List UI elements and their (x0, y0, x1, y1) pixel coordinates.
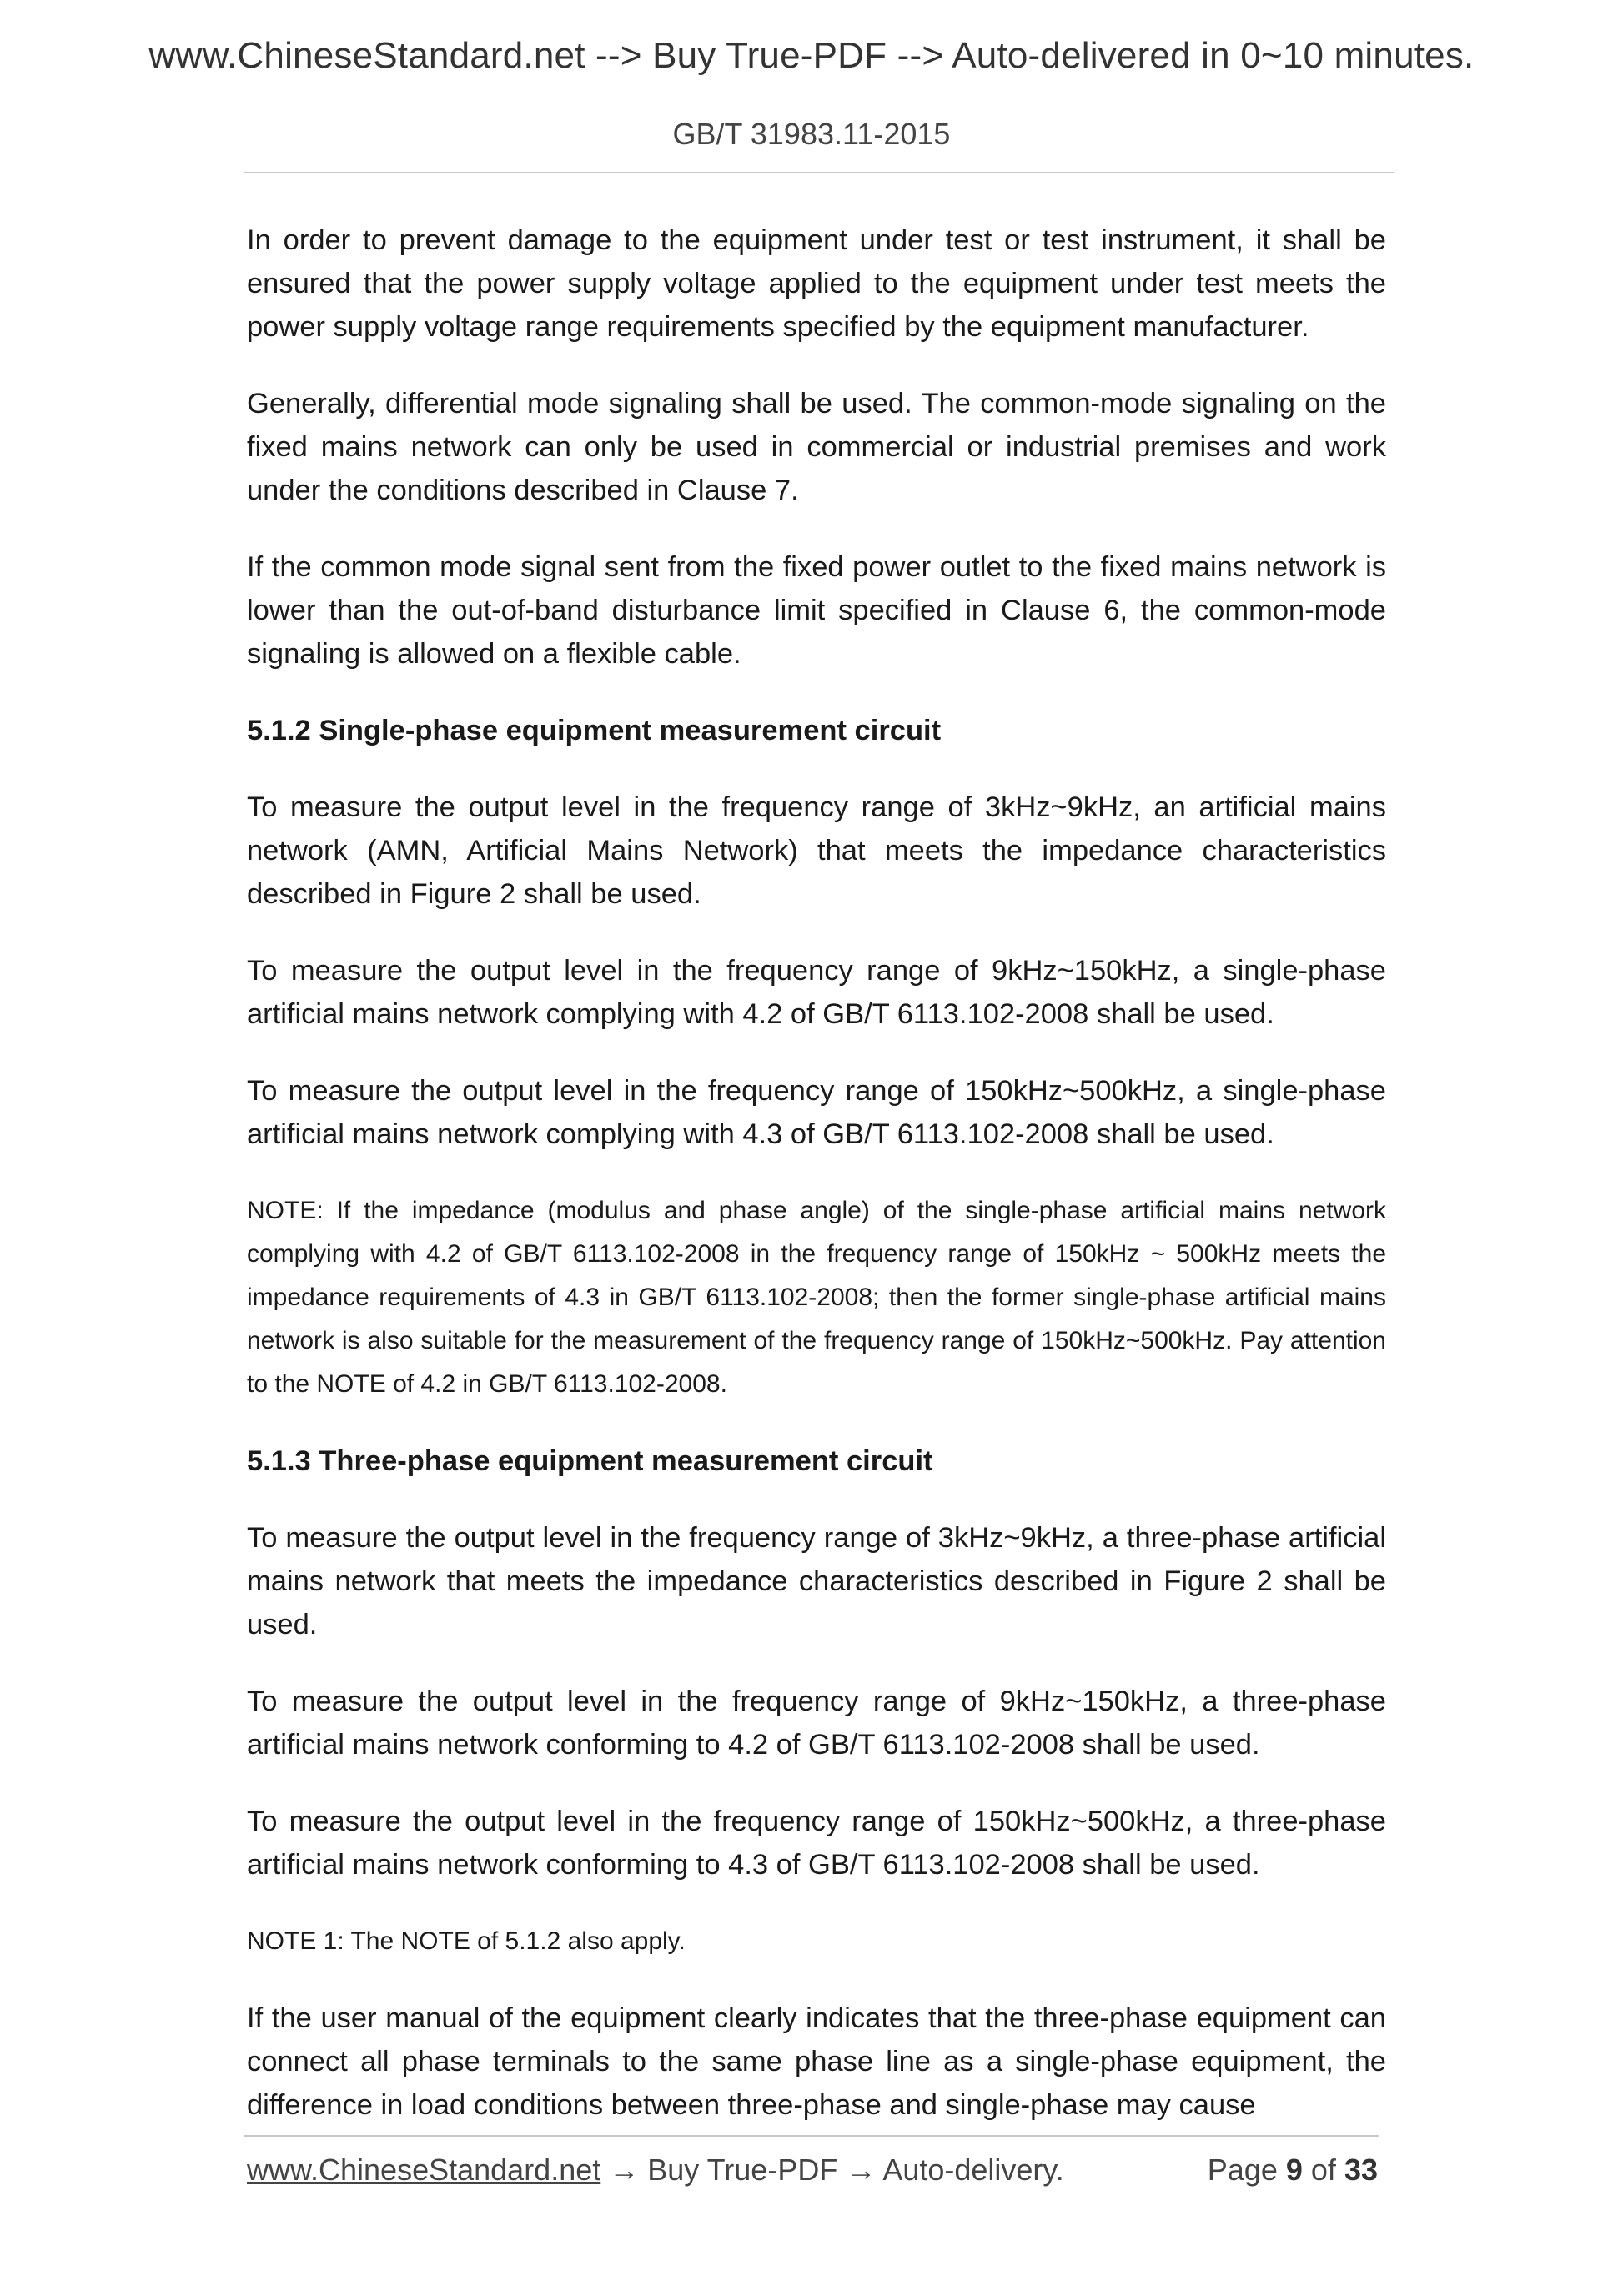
top-banner: www.ChineseStandard.net --> Buy True-PDF --> Auto-delivered in 0~10 minutes. (148, 35, 1475, 76)
note-1: NOTE 1: The NOTE of 5.1.2 also apply. (247, 1927, 686, 1955)
paragraph-three-phase-3-9khz: To measure the output level in the frequency range of 3kHz~9kHz, a three-phase artificial mains network that meets the impedance characteristics described in Figure 2 shall be used. (247, 1522, 1386, 1640)
footer-site-link[interactable]: www.ChineseStandard.net (247, 2153, 601, 2187)
section-heading-5-1-2: 5.1.2 Single-phase equipment measurement circuit (247, 715, 942, 746)
paragraph-user-manual: If the user manual of the equipment clearly indicates that the three-phase equipment can connect all phase terminals to the same phase line as a single-phase equipment, the difference in load conditions between three-phase and single-phase may cause (247, 2002, 1386, 2121)
paragraph-three-phase-150-500khz: To measure the output level in the frequency range of 150kHz~500kHz, a three-phase artificial mains network conforming to 4.3 of GB/T 6113.102-2008 shall be used. (247, 1806, 1386, 1881)
paragraph-single-phase-9-150khz: To measure the output level in the frequency range of 9kHz~150kHz, a single-phase artificial mains network complying with 4.2 of GB/T 6113.102-2008 shall be used. (247, 955, 1386, 1030)
of-word: of (1310, 2153, 1336, 2187)
section-heading-5-1-3: 5.1.3 Three-phase equipment measurement circuit (247, 1445, 933, 1477)
note-single-phase-impedance: NOTE: If the impedance (modulus and phase angle) of the single-phase artificial mains network complying with 4.2 of GB/T 6113.102-2008 in the frequency range of 150kHz ~ 500kHz meets the impedance requirements of 4.3 in GB/T 6113.102-2008; then the former single-phase artificial mains network is also suitable for the measurement of the frequency range of 150kHz~500kHz. Pay attention to the NOTE of 4.2 in GB/T 6113.102-2008. (247, 1197, 1386, 1398)
header-divider (244, 172, 1394, 173)
paragraph-amn-3-9khz: To measure the output level in the frequency range of 3kHz~9kHz, an artificial mains network (AMN, Artificial Mains Network) that meets the impedance characteristics described in Figure 2 shall be used. (247, 791, 1386, 910)
paragraph-differential-mode: Generally, differential mode signaling shall be used. The common-mode signaling on the fixed mains network can only be used in commercial or industrial premises and work under the conditions described in Clause 7. (247, 388, 1386, 506)
footer-tagline: → Buy True-PDF → Auto-delivery. (600, 2153, 1064, 2187)
standard-number-header: GB/T 31983.11-2015 (672, 117, 951, 151)
paragraph-three-phase-9-150khz: To measure the output level in the frequency range of 9kHz~150kHz, a three-phase artificial mains network conforming to 4.2 of GB/T 6113.102-2008 shall be used. (247, 1686, 1386, 1761)
page-footer (247, 2153, 1383, 2199)
page-total: 33 (1344, 2153, 1378, 2187)
paragraph-common-mode: If the common mode signal sent from the fixed power outlet to the fixed mains network is lower than the out-of-band disturbance limit specified in Clause 6, the common-mode signaling is allowed on a flexible cable. (247, 551, 1386, 670)
page-number: 9 (1285, 2153, 1303, 2187)
paragraph-power-supply: In order to prevent damage to the equipment under test or test instrument, it shall be ensured that the power supply voltage applied to the equipment under test meets the power supply voltage range requirements specified by the equipment manufacturer. (247, 224, 1386, 343)
document-body (247, 219, 1386, 2160)
paragraph-single-phase-150-500khz: To measure the output level in the frequency range of 150kHz~500kHz, a single-phase artificial mains network complying with 4.3 of GB/T 6113.102-2008 shall be used. (247, 1075, 1386, 1150)
page-word: Page (1207, 2153, 1278, 2187)
footer-divider (244, 2135, 1379, 2137)
footer-left (247, 2153, 1064, 2188)
page-counter (1208, 2153, 1378, 2188)
